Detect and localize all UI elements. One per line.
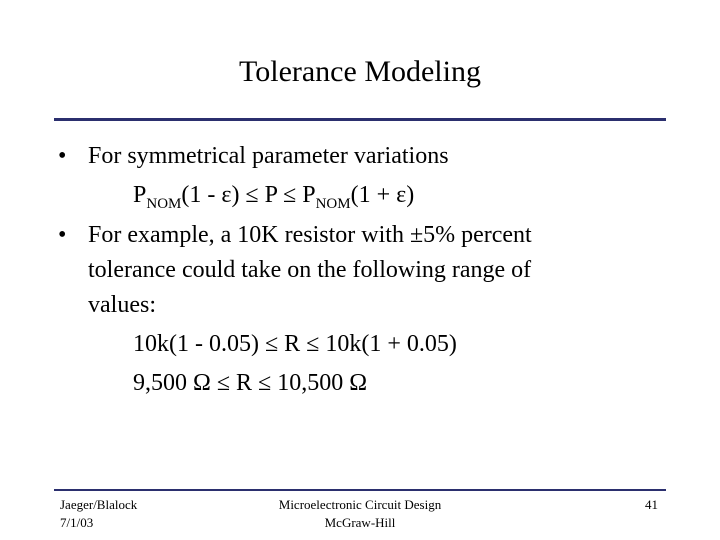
formula-subscript-nom-1: NOM (146, 196, 182, 212)
bullet-2-line-3: values: (88, 292, 156, 318)
formula-end: (1 + ε) (350, 182, 415, 208)
bullet-1-text: For symmetrical parameter variations (88, 143, 449, 169)
slide-title: Tolerance Modeling (239, 55, 481, 88)
footer-date: 7/1/03 (60, 515, 94, 530)
footer-book-title: Microelectronic Circuit Design (278, 497, 442, 512)
bullet-2-line-2: tolerance could take on the following range of (88, 257, 532, 283)
bullet-marker-1: • (58, 143, 67, 169)
formula-resistor-range: 10k(1 - 0.05) ≤ R ≤ 10k(1 + 0.05) (133, 331, 457, 357)
formula-subscript-nom-2: NOM (315, 196, 351, 212)
footer-author: Jaeger/Blalock (60, 497, 138, 512)
bullet-marker-2: • (58, 222, 67, 248)
formula-p: P (133, 182, 147, 208)
page-number: 41 (645, 497, 658, 512)
formula-middle: (1 - ε) ≤ P ≤ P (181, 182, 316, 208)
title-divider (54, 118, 666, 121)
footer-divider (54, 489, 666, 491)
footer-publisher: McGraw-Hill (324, 515, 396, 530)
formula-nominal-range (133, 180, 414, 219)
formula-resistor-values: 9,500 Ω ≤ R ≤ 10,500 Ω (133, 370, 368, 396)
bullet-2-line-1: For example, a 10K resistor with ±5% percent (88, 222, 532, 248)
